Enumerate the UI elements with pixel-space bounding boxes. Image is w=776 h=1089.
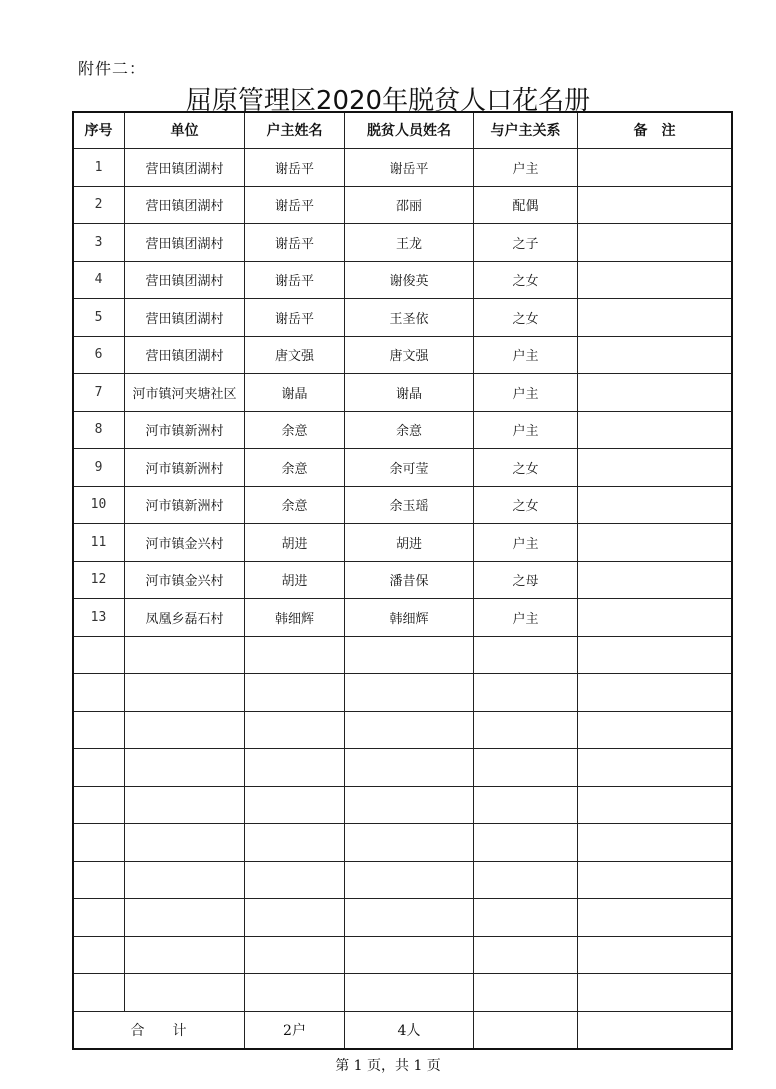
total-empty <box>578 1011 732 1048</box>
empty-cell <box>578 711 732 749</box>
header-household-head: 户主姓名 <box>245 112 345 149</box>
empty-cell <box>578 749 732 787</box>
empty-cell <box>474 786 578 824</box>
total-households: 2户 <box>245 1011 345 1048</box>
row-remarks <box>578 411 732 449</box>
row-relation: 户主 <box>474 524 578 562</box>
row-household-head: 谢晶 <box>245 374 345 412</box>
empty-cell <box>345 824 474 862</box>
empty-cell <box>578 636 732 674</box>
header-remarks: 备 注 <box>578 112 732 149</box>
row-person-name: 余可莹 <box>345 449 474 487</box>
row-household-head: 余意 <box>245 449 345 487</box>
empty-cell <box>474 749 578 787</box>
table-row <box>73 374 732 412</box>
row-relation: 之女 <box>474 261 578 299</box>
table-row <box>73 561 732 599</box>
empty-cell <box>474 899 578 937</box>
empty-row <box>73 899 732 937</box>
row-relation: 户主 <box>474 149 578 187</box>
empty-row <box>73 786 732 824</box>
empty-cell <box>73 861 125 899</box>
row-serial: 4 <box>73 261 125 299</box>
row-person-name: 余玉瑶 <box>345 486 474 524</box>
row-unit: 营田镇团湖村 <box>125 261 245 299</box>
row-household-head: 唐文强 <box>245 336 345 374</box>
row-unit: 河市镇河夹塘社区 <box>125 374 245 412</box>
row-household-head: 谢岳平 <box>245 149 345 187</box>
row-household-head: 余意 <box>245 486 345 524</box>
row-serial: 11 <box>73 524 125 562</box>
empty-cell <box>345 861 474 899</box>
empty-cell <box>125 711 245 749</box>
row-remarks <box>578 486 732 524</box>
empty-cell <box>345 936 474 974</box>
table-row <box>73 186 732 224</box>
row-person-name: 余意 <box>345 411 474 449</box>
row-relation: 配偶 <box>474 186 578 224</box>
empty-cell <box>578 974 732 1012</box>
document-title: 屈原管理区2020年脱贫人口花名册 <box>185 86 591 116</box>
row-remarks <box>578 599 732 637</box>
empty-row <box>73 936 732 974</box>
row-remarks <box>578 261 732 299</box>
row-remarks <box>578 149 732 187</box>
table-row <box>73 261 732 299</box>
row-remarks <box>578 524 732 562</box>
total-label: 合 计 <box>73 1011 245 1048</box>
empty-cell <box>245 786 345 824</box>
row-person-name: 邵丽 <box>345 186 474 224</box>
attachment-label: 附件二： <box>78 59 147 78</box>
row-serial: 10 <box>73 486 125 524</box>
empty-cell <box>245 711 345 749</box>
header-relation: 与户主关系 <box>474 112 578 149</box>
header-row <box>73 112 732 149</box>
row-person-name: 谢晶 <box>345 374 474 412</box>
empty-cell <box>345 674 474 712</box>
row-person-name: 韩细辉 <box>345 599 474 637</box>
empty-cell <box>245 749 345 787</box>
header-person-name: 脱贫人员姓名 <box>345 112 474 149</box>
empty-cell <box>578 861 732 899</box>
empty-cell <box>474 711 578 749</box>
empty-cell <box>245 899 345 937</box>
empty-cell <box>474 674 578 712</box>
table-row <box>73 336 732 374</box>
row-remarks <box>578 224 732 262</box>
table-row <box>73 524 732 562</box>
empty-cell <box>73 899 125 937</box>
row-unit: 营田镇团湖村 <box>125 336 245 374</box>
empty-cell <box>125 786 245 824</box>
row-remarks <box>578 561 732 599</box>
empty-cell <box>73 636 125 674</box>
table-row <box>73 411 732 449</box>
row-person-name: 王龙 <box>345 224 474 262</box>
empty-cell <box>73 824 125 862</box>
row-household-head: 谢岳平 <box>245 261 345 299</box>
row-relation: 之女 <box>474 449 578 487</box>
row-household-head: 谢岳平 <box>245 224 345 262</box>
table-row <box>73 486 732 524</box>
row-relation: 之女 <box>474 486 578 524</box>
row-relation: 之子 <box>474 224 578 262</box>
row-serial: 8 <box>73 411 125 449</box>
row-serial: 2 <box>73 186 125 224</box>
row-serial: 6 <box>73 336 125 374</box>
header-serial: 序号 <box>73 112 125 149</box>
row-relation: 户主 <box>474 336 578 374</box>
row-serial: 1 <box>73 149 125 187</box>
table-row <box>73 599 732 637</box>
table-row <box>73 224 732 262</box>
empty-row <box>73 749 732 787</box>
empty-cell <box>578 899 732 937</box>
empty-cell <box>345 636 474 674</box>
empty-cell <box>474 861 578 899</box>
empty-cell <box>125 824 245 862</box>
empty-cell <box>125 674 245 712</box>
empty-row <box>73 974 732 1012</box>
empty-cell <box>245 636 345 674</box>
empty-cell <box>345 749 474 787</box>
row-person-name: 胡进 <box>345 524 474 562</box>
row-household-head: 余意 <box>245 411 345 449</box>
table-row <box>73 449 732 487</box>
row-remarks <box>578 336 732 374</box>
empty-cell <box>73 974 125 1012</box>
row-person-name: 唐文强 <box>345 336 474 374</box>
row-household-head: 胡进 <box>245 561 345 599</box>
row-serial: 3 <box>73 224 125 262</box>
row-remarks <box>578 449 732 487</box>
total-row <box>73 1011 732 1048</box>
row-serial: 5 <box>73 299 125 337</box>
empty-cell <box>73 786 125 824</box>
row-unit: 营田镇团湖村 <box>125 186 245 224</box>
header-unit: 单位 <box>125 112 245 149</box>
empty-cell <box>245 674 345 712</box>
empty-row <box>73 824 732 862</box>
row-serial: 13 <box>73 599 125 637</box>
row-unit: 营田镇团湖村 <box>125 299 245 337</box>
empty-cell <box>345 711 474 749</box>
empty-cell <box>345 786 474 824</box>
row-household-head: 胡进 <box>245 524 345 562</box>
row-relation: 之女 <box>474 299 578 337</box>
row-unit: 河市镇金兴村 <box>125 561 245 599</box>
empty-cell <box>125 974 245 1012</box>
empty-cell <box>125 636 245 674</box>
row-remarks <box>578 374 732 412</box>
row-remarks <box>578 186 732 224</box>
empty-row <box>73 861 732 899</box>
row-person-name: 潘昔保 <box>345 561 474 599</box>
row-person-name: 谢岳平 <box>345 149 474 187</box>
empty-cell <box>245 974 345 1012</box>
total-empty <box>474 1011 578 1048</box>
empty-cell <box>245 824 345 862</box>
row-relation: 户主 <box>474 374 578 412</box>
empty-cell <box>474 974 578 1012</box>
row-unit: 河市镇新洲村 <box>125 486 245 524</box>
empty-cell <box>245 936 345 974</box>
empty-cell <box>125 899 245 937</box>
total-people: 4人 <box>345 1011 474 1048</box>
row-household-head: 韩细辉 <box>245 599 345 637</box>
row-unit: 河市镇新洲村 <box>125 449 245 487</box>
empty-cell <box>125 749 245 787</box>
row-person-name: 王圣依 <box>345 299 474 337</box>
empty-cell <box>578 936 732 974</box>
row-unit: 河市镇新洲村 <box>125 411 245 449</box>
table-row <box>73 299 732 337</box>
empty-row <box>73 636 732 674</box>
empty-row <box>73 711 732 749</box>
empty-cell <box>345 974 474 1012</box>
empty-cell <box>125 861 245 899</box>
roster-table <box>72 111 732 1049</box>
empty-cell <box>73 674 125 712</box>
row-serial: 9 <box>73 449 125 487</box>
empty-cell <box>474 636 578 674</box>
empty-cell <box>474 936 578 974</box>
row-serial: 7 <box>73 374 125 412</box>
empty-row <box>73 674 732 712</box>
page-footer: 第 1 页，共 1 页 <box>335 1058 441 1074</box>
table-row <box>73 149 732 187</box>
row-unit: 营田镇团湖村 <box>125 149 245 187</box>
empty-cell <box>345 899 474 937</box>
empty-cell <box>578 786 732 824</box>
row-household-head: 谢岳平 <box>245 299 345 337</box>
row-unit: 河市镇金兴村 <box>125 524 245 562</box>
empty-cell <box>125 936 245 974</box>
empty-cell <box>73 711 125 749</box>
row-relation: 户主 <box>474 599 578 637</box>
empty-cell <box>73 936 125 974</box>
row-relation: 之母 <box>474 561 578 599</box>
row-serial: 12 <box>73 561 125 599</box>
empty-cell <box>578 824 732 862</box>
row-person-name: 谢俊英 <box>345 261 474 299</box>
empty-cell <box>474 824 578 862</box>
row-household-head: 谢岳平 <box>245 186 345 224</box>
empty-cell <box>245 861 345 899</box>
row-unit: 营田镇团湖村 <box>125 224 245 262</box>
row-remarks <box>578 299 732 337</box>
row-relation: 户主 <box>474 411 578 449</box>
empty-cell <box>73 749 125 787</box>
empty-cell <box>578 674 732 712</box>
row-unit: 凤凰乡磊石村 <box>125 599 245 637</box>
